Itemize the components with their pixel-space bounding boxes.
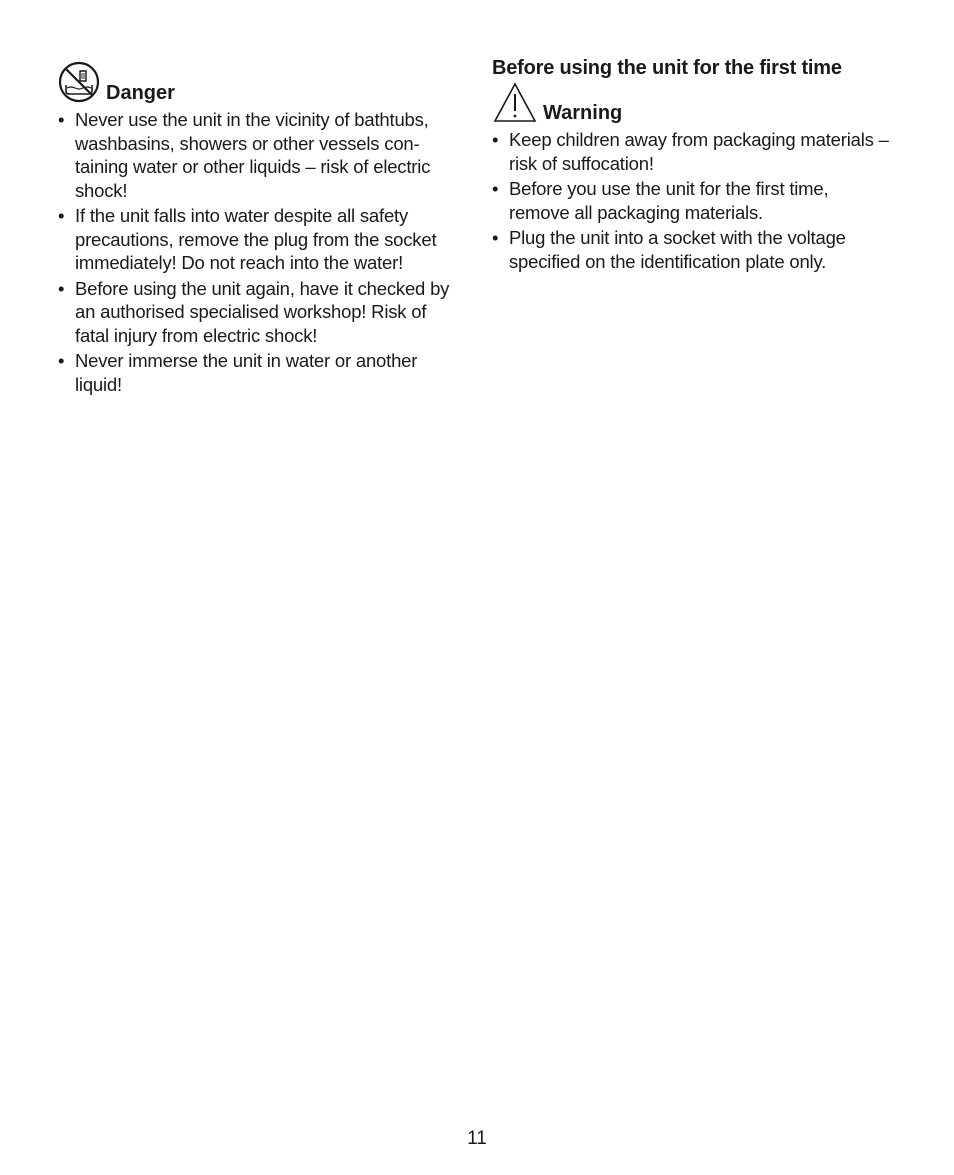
danger-title: Danger: [106, 82, 175, 104]
danger-item: • Before using the unit again, have it checked by an authorised specialised workshop! Risk of fatal injury from electric shock!: [58, 277, 458, 348]
warning-list: [492, 128, 892, 275]
warning-title: Warning: [543, 102, 623, 124]
danger-item: • If the unit falls into water despite all safety precautions, remove the plug from the socket immediately! Do not reach into the water!: [58, 204, 458, 275]
section-heading: Before using the unit for the first time: [492, 57, 842, 79]
warning-item: • Keep children away from packaging materials – risk of suffocation!: [492, 128, 892, 175]
no-water-hazard-icon: [58, 61, 100, 103]
danger-item: • Never immerse the unit in water or another liquid!: [58, 349, 458, 396]
danger-list: [58, 108, 458, 398]
danger-item: • Never use the unit in the vicinity of bathtubs, washbasins, showers or other vessels con-taining water or other liquids – risk of electric shock!: [58, 108, 458, 202]
warning-triangle-icon: [492, 81, 538, 125]
warning-item: • Plug the unit into a socket with the voltage specified on the identification plate only.: [492, 226, 892, 273]
warning-item: • Before you use the unit for the first time, remove all packaging materials.: [492, 177, 892, 224]
page-number: 11: [467, 1128, 487, 1149]
